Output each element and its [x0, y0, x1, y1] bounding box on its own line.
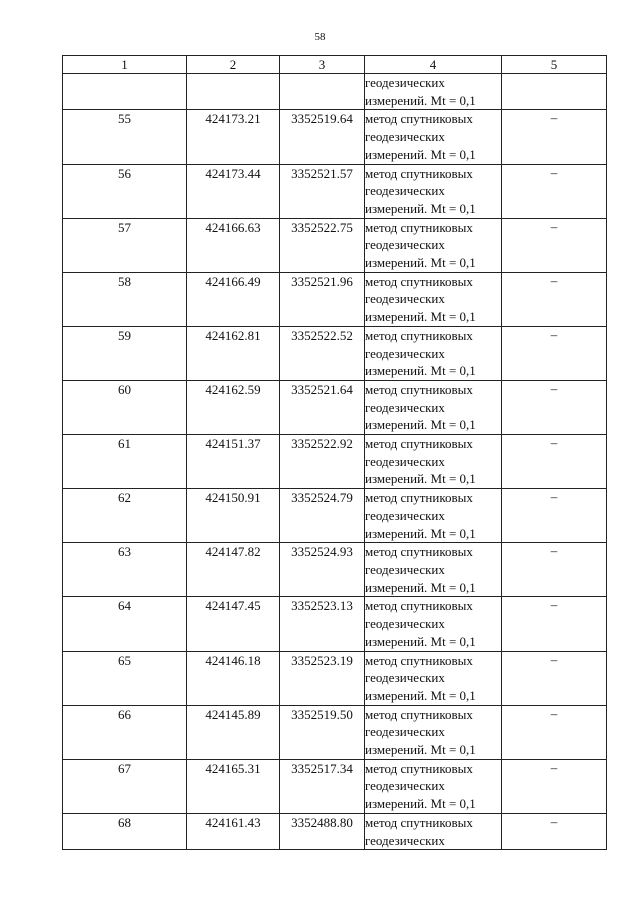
point-number-cell: 55 — [63, 110, 187, 164]
method-line: метод спутниковых — [365, 544, 473, 560]
y-coordinate-cell: 3352523.19 — [280, 651, 365, 705]
table-row — [63, 489, 607, 543]
point-number-cell: 56 — [63, 164, 187, 218]
column-header: 1 — [63, 56, 187, 74]
method-line: измерений. Mt = 0,1 — [365, 200, 476, 216]
method-line: геодезических — [365, 778, 445, 794]
method-line: метод спутниковых — [365, 219, 473, 235]
y-coordinate-cell: 3352524.93 — [280, 543, 365, 597]
method-line: геодезических — [365, 507, 445, 523]
method-cell — [365, 705, 502, 759]
method-line: измерений. Mt = 0,1 — [365, 579, 476, 595]
method-line: геодезических — [365, 616, 445, 632]
method-line: метод спутниковых — [365, 273, 473, 289]
method-line: измерений. Mt = 0,1 — [365, 309, 476, 325]
method-line: измерений. Mt = 0,1 — [365, 417, 476, 433]
y-coordinate-cell: 3352522.92 — [280, 435, 365, 489]
note-cell: – — [502, 326, 607, 380]
point-number-cell: 62 — [63, 489, 187, 543]
page-number: 58 — [314, 31, 326, 43]
y-coordinate-cell: 3352519.64 — [280, 110, 365, 164]
method-cell — [365, 272, 502, 326]
point-number-cell: 68 — [63, 813, 187, 849]
table-row — [63, 164, 607, 218]
method-cell — [365, 651, 502, 705]
method-line: метод спутниковых — [365, 652, 473, 668]
note-cell: – — [502, 759, 607, 813]
coordinates-table — [62, 55, 607, 850]
note-cell: – — [502, 651, 607, 705]
note-cell: – — [502, 435, 607, 489]
y-coordinate-cell: 3352523.13 — [280, 597, 365, 651]
y-coordinate-cell: 3352522.52 — [280, 326, 365, 380]
method-line: метод спутниковых — [365, 706, 473, 722]
method-cell — [365, 489, 502, 543]
method-cell — [365, 74, 502, 110]
point-number-cell: 64 — [63, 597, 187, 651]
continuation-row — [63, 74, 607, 110]
method-cell — [365, 813, 502, 849]
x-coordinate-cell: 424162.81 — [187, 326, 280, 380]
point-number-cell: 59 — [63, 326, 187, 380]
note-cell: – — [502, 489, 607, 543]
method-line: измерений. Mt = 0,1 — [365, 92, 476, 108]
x-coordinate-cell: 424146.18 — [187, 651, 280, 705]
x-coordinate-cell: 424166.63 — [187, 218, 280, 272]
method-line: измерений. Mt = 0,1 — [365, 255, 476, 271]
method-line: метод спутниковых — [365, 598, 473, 614]
method-line: метод спутниковых — [365, 381, 473, 397]
method-cell — [365, 543, 502, 597]
method-cell — [365, 326, 502, 380]
table-row — [63, 272, 607, 326]
method-line: метод спутниковых — [365, 111, 473, 127]
x-coordinate-cell: 424173.21 — [187, 110, 280, 164]
table-row — [63, 326, 607, 380]
method-line: измерений. Mt = 0,1 — [365, 471, 476, 487]
method-line: измерений. Mt = 0,1 — [365, 525, 476, 541]
method-line: измерений. Mt = 0,1 — [365, 796, 476, 812]
table-row — [63, 110, 607, 164]
note-cell: – — [502, 813, 607, 849]
method-line: измерений. Mt = 0,1 — [365, 742, 476, 758]
method-line: геодезических — [365, 237, 445, 253]
y-coordinate-cell — [280, 74, 365, 110]
method-cell — [365, 110, 502, 164]
column-header: 2 — [187, 56, 280, 74]
table-row — [63, 651, 607, 705]
note-cell: – — [502, 164, 607, 218]
column-header: 5 — [502, 56, 607, 74]
table-row — [63, 813, 607, 849]
x-coordinate-cell: 424165.31 — [187, 759, 280, 813]
column-header: 3 — [280, 56, 365, 74]
y-coordinate-cell: 3352522.75 — [280, 218, 365, 272]
point-number-cell: 63 — [63, 543, 187, 597]
y-coordinate-cell: 3352517.34 — [280, 759, 365, 813]
point-number-cell: 61 — [63, 435, 187, 489]
method-line: метод спутниковых — [365, 436, 473, 452]
method-cell — [365, 759, 502, 813]
method-line: геодезических — [365, 453, 445, 469]
method-line: измерений. Mt = 0,1 — [365, 687, 476, 703]
method-line: геодезических — [365, 670, 445, 686]
method-cell — [365, 435, 502, 489]
x-coordinate-cell: 424162.59 — [187, 380, 280, 434]
point-number-cell: 57 — [63, 218, 187, 272]
table-header-row — [63, 56, 607, 74]
x-coordinate-cell: 424145.89 — [187, 705, 280, 759]
note-cell: – — [502, 705, 607, 759]
x-coordinate-cell: 424147.82 — [187, 543, 280, 597]
note-cell: – — [502, 110, 607, 164]
point-number-cell: 67 — [63, 759, 187, 813]
y-coordinate-cell: 3352519.50 — [280, 705, 365, 759]
table-row — [63, 543, 607, 597]
method-line: измерений. Mt = 0,1 — [365, 146, 476, 162]
note-cell: – — [502, 597, 607, 651]
method-cell — [365, 380, 502, 434]
method-line: метод спутниковых — [365, 165, 473, 181]
method-line: геодезических — [365, 75, 445, 90]
x-coordinate-cell: 424161.43 — [187, 813, 280, 849]
y-coordinate-cell: 3352524.79 — [280, 489, 365, 543]
note-cell — [502, 74, 607, 110]
point-number-cell: 60 — [63, 380, 187, 434]
point-number-cell: 66 — [63, 705, 187, 759]
method-line: геодезических — [365, 345, 445, 361]
method-line: геодезических — [365, 832, 445, 848]
table-row — [63, 597, 607, 651]
point-number-cell — [63, 74, 187, 110]
y-coordinate-cell: 3352488.80 — [280, 813, 365, 849]
method-line: геодезических — [365, 399, 445, 415]
x-coordinate-cell: 424150.91 — [187, 489, 280, 543]
table-row — [63, 218, 607, 272]
table-row — [63, 705, 607, 759]
x-coordinate-cell: 424147.45 — [187, 597, 280, 651]
method-cell — [365, 597, 502, 651]
method-line: метод спутниковых — [365, 760, 473, 776]
column-header: 4 — [365, 56, 502, 74]
point-number-cell: 65 — [63, 651, 187, 705]
note-cell: – — [502, 218, 607, 272]
method-line: метод спутниковых — [365, 490, 473, 506]
note-cell: – — [502, 272, 607, 326]
method-line: геодезических — [365, 291, 445, 307]
method-line: геодезических — [365, 724, 445, 740]
method-line: геодезических — [365, 183, 445, 199]
x-coordinate-cell: 424173.44 — [187, 164, 280, 218]
method-line: измерений. Mt = 0,1 — [365, 633, 476, 649]
y-coordinate-cell: 3352521.57 — [280, 164, 365, 218]
table-row — [63, 759, 607, 813]
note-cell: – — [502, 380, 607, 434]
x-coordinate-cell: 424151.37 — [187, 435, 280, 489]
method-line: геодезических — [365, 561, 445, 577]
table-row — [63, 435, 607, 489]
x-coordinate-cell — [187, 74, 280, 110]
note-cell: – — [502, 543, 607, 597]
method-line: геодезических — [365, 129, 445, 145]
method-line: метод спутниковых — [365, 327, 473, 343]
point-number-cell: 58 — [63, 272, 187, 326]
table-row — [63, 380, 607, 434]
method-line: метод спутниковых — [365, 814, 473, 830]
method-cell — [365, 218, 502, 272]
x-coordinate-cell: 424166.49 — [187, 272, 280, 326]
method-cell — [365, 164, 502, 218]
y-coordinate-cell: 3352521.96 — [280, 272, 365, 326]
method-line: измерений. Mt = 0,1 — [365, 363, 476, 379]
y-coordinate-cell: 3352521.64 — [280, 380, 365, 434]
